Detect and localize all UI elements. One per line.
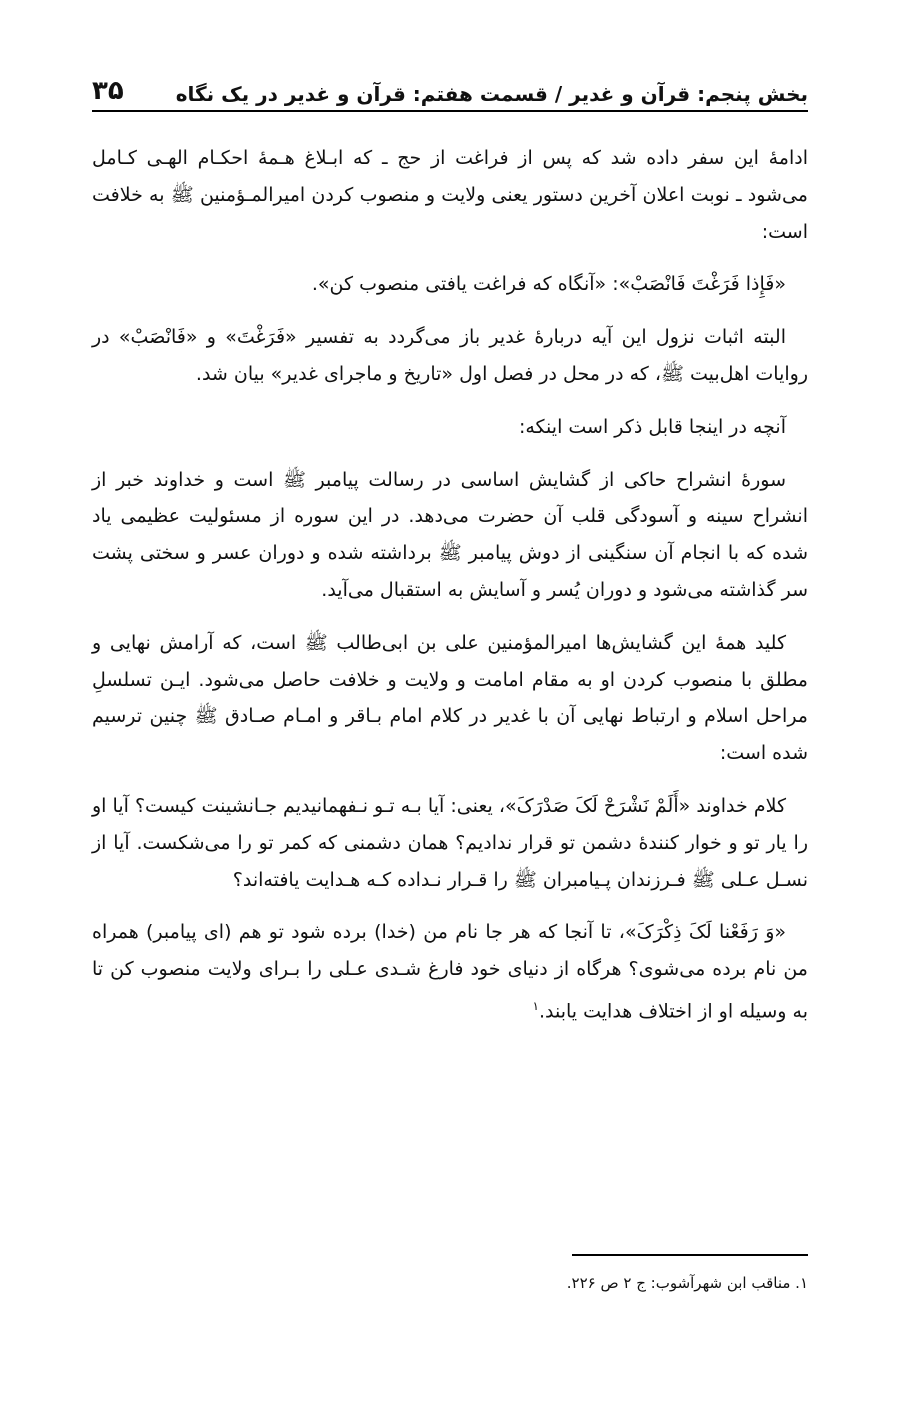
running-header [92,68,808,112]
header-title: بخش پنجم: قرآن و غدیر / قسمت هفتم: قرآن و غدیر در یک نگاه [175,82,808,106]
paragraph-text: «وَ رَفَعْنا لَکَ ذِکْرَکَ»، تا آنجا که هر جا نام من (خدا) برده شود تو هم (ای پیامبر) همراه من نام برده می‌شوی؟ هرگاه از دنیای خود فارغ شـدی عـلی را بـرای ولایت منصوب کن تا به وسیله او از اختلاف هدایت یابند. [92,921,808,1023]
footnote-marker: ۱ [532,998,539,1013]
footnote-divider [572,1254,808,1256]
body-text [92,140,808,1046]
paragraph [92,914,808,1030]
paragraph: سورهٔ انشراح حاکی از گشایش اساسی در رسالت پیامبر ﷺ است و خداوند خبر از انشراح سینه و آسودگی قلب آن حضرت می‌دهد. در این سوره از مسئولیت عظیمی یاد شده که با انجام آن سنگینی از دوش پیامبر ﷺ برداشته شده و دوران عسر و سختی پشت سر گذاشته می‌شود و دوران یُسر و آسایش به استقبال می‌آید. [92,468,808,601]
paragraph: ادامهٔ این سفر داده شد که پس از فراغت از حج ـ که ابـلاغ هـمهٔ احکـام الهـی کـامل می‌شود ـ نوبت اعلان آخرین دستور یعنی ولایت و منصوب کردن امیرالمـؤمنین ﷺ به خلافت است: [92,147,808,243]
quran-verse-paragraph: «فَإِذا فَرَغْتَ فَانْصَبْ»: «آنگاه که فراغت یافتی منصوب کن». [311,273,786,296]
footnote: ۱. مناقب ابن شهرآشوب: ج ۲ ص ۲۲۶. [566,1274,808,1292]
paragraph: کلید همهٔ این گشایش‌ها امیرالمؤمنین علی بن ابی‌طالب ﷺ است، که آرامش نهایی و مطلق با منصوب کردن او به مقام امامت و ولایت و خلافت حاصل می‌شود. ایـن تسلسلِ مراحل اسلام و ارتباط نهایی آن با غدیر در کلام امام بـاقر و امـام صـادق ﷺ چنین ترسیم شده است: [92,631,808,765]
paragraph: البته اثبات نزول این آیه دربارهٔ غدیر باز می‌گردد به تفسیر «فَرَغْتَ» و «فَانْصَبْ» در روایات اهل‌بیت ﷺ، که در محل در فصل اول «تاریخ و ماجرای غدیر» بیان شد. [92,326,808,385]
page-number: ۳۵ [92,76,124,106]
paragraph: کلام خداوند «أَلَمْ نَشْرَحْ لَکَ صَدْرَکَ»، یعنی: آیا بـه تـو نـفهمانیدیم جـانشینت کیست؟ آیا او را یار تو و خوار کنندهٔ دشمن تو قرار ندادیم؟ همان دشمنی که کمر تو را می‌شکست. آیا از نسـل عـلی ﷺ فـرزندان پـیامبران ﷺ را قـرار نـداده کـه هـدایت یافته‌اند؟ [92,794,808,891]
paragraph: آنچه در اینجا قابل ذکر است اینکه: [518,415,786,438]
